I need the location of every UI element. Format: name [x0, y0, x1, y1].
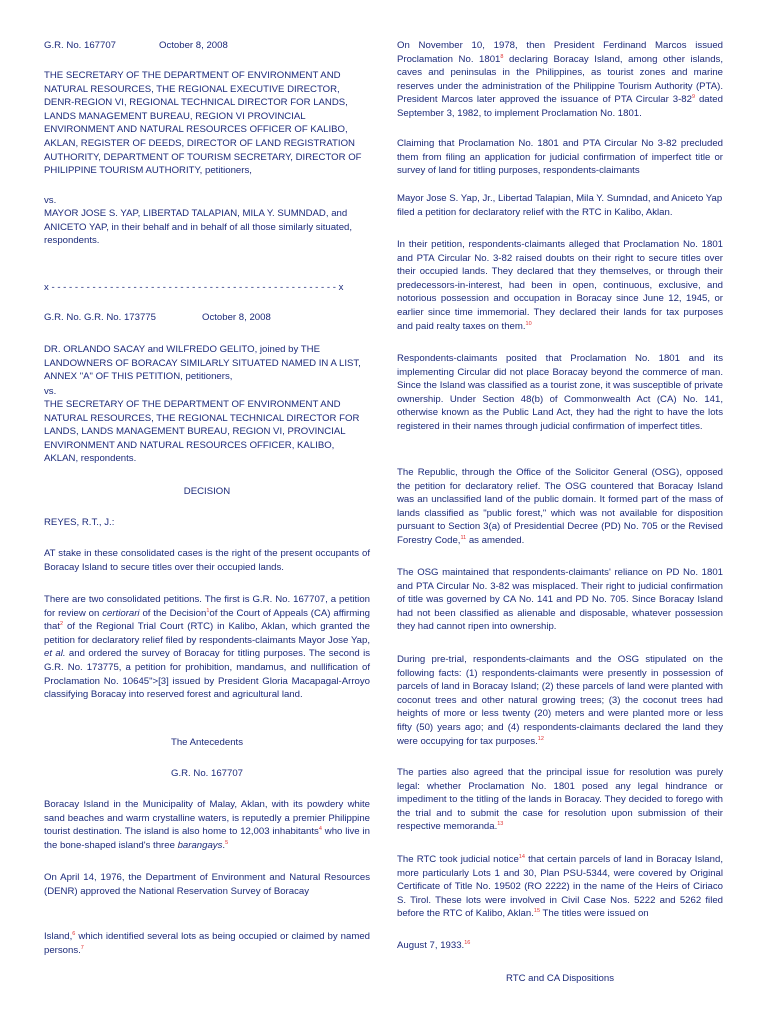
case2-date: October 8, 2008 — [202, 312, 271, 323]
footnote-ref[interactable]: 10 — [525, 320, 532, 327]
footnote-ref[interactable]: 5 — [225, 839, 229, 846]
paragraph-osg: The OSG maintained that respondents-claimants' reliance on PD No. 1801 and PTA Circular No. 3-82 was misplaced. Their right to judicial confirmation of title was governed by CA No. 141 and PD No. 705. Since Boracay Island had not been classified as alienable and disposable, whatever possession they had cannot ripen into ownership. — [397, 567, 723, 633]
paragraph-petition: In their petition, respondents-claimants alleged that Proclamation No. 1801 and PTA Circular No. 3-82 raised doubts on their right to secure titles over their occupied lands. They declared that they themselves, or through their predecessors-in-interest, had been in open, continuous, exclusive, and notorious possession and occupation in Boracay since June 12, 1945, or earlier since time immemorial. They declared their lands for tax purposes and paid realty taxes on them.$^{10}$ — [397, 239, 723, 332]
paragraph-boracay: Boracay Island in the Municipality of Malay, Aklan, with its powdery white sand beaches and warm crystalline waters, is reputedly a premier Philippine tourist destination. The island is also home to 12,003 inhabitants$^4$ who live in the bone-shaped island's three barangays.$^5$ — [44, 799, 370, 851]
case1-petitioners: THE SECRETARY OF THE DEPARTMENT OF ENVIRONMENT AND NATURAL RESOURCES, THE REGIONAL EXECUTIVE DIRECTOR, DENR-REGION VI, REGIONAL TECHNICAL DIRECTOR FOR LANDS, LANDS MANAGEMENT BUREAU, REGION VI PROVINCIAL ENVIRONMENT AND NATURAL RESOURCES OFFICER OF KALIBO, AKLAN, REGISTER OF DEEDS, DIRECTOR OF LAND REGISTRATION AUTHORITY, DEPARTMENT OF TOURISM SECRETARY, DIRECTOR OF PHILIPPINE TOURISM AUTHORITY, petitioners, — [44, 70, 362, 177]
footnote-ref[interactable]: 12 — [537, 735, 544, 742]
case2-petitioners: DR. ORLANDO SACAY and WILFREDO GELITO, joined by THE LANDOWNERS OF BORACAY SIMILARLY SITUATED NAMED IN A LIST, ANNEX "A" OF THIS PETITION, petitioners, — [44, 344, 361, 383]
footnote-ref[interactable]: 7 — [80, 944, 84, 951]
paragraph-mayor: Mayor Jose S. Yap, Jr., Libertad Talapian, Mila Y. Sumndad, and Aniceto Yap filed a petition for declaratory relief with the RTC in Kalibo, Aklan. — [397, 193, 723, 218]
paragraph-island: Island,$^6$ which identified several lots as being occupied or claimed by named persons.$^7$ — [44, 931, 370, 956]
paragraph-parties: The parties also agreed that the principal issue for resolution was purely legal: whether Proclamation No. 1801 posed any legal hindrance or impediment to the titling of the lands in Boracay. They decided to forego with the trial and to submit the case for resolution upon submission of their respective memoranda.$^{13}$ — [397, 767, 723, 833]
footnote-ref[interactable]: 8 — [500, 53, 504, 60]
paragraph-november: On November 10, 1978, then President Ferdinand Marcos issued Proclamation No. 1801$^8$ declaring Boracay Island, among other islands, caves and peninsulas in the Philippines, as tourist zones and marine reserves under the administration of the Philippine Tourism Authority (PTA). President Marcos later approved the issuance of PTA Circular $3-82^9$ dated September 3, 1982, to implement Proclamation No. 1801. — [397, 40, 723, 119]
dispositions-heading: RTC and CA Dispositions — [505, 973, 615, 984]
decision-heading: DECISION — [183, 486, 231, 497]
footnote-ref[interactable]: 13 — [497, 821, 504, 828]
ponente: REYES, R.T., J.: — [44, 517, 115, 528]
case-separator: x - - - - - - - - - - - - - - - - - - - - - - - - - - - - - - - - - - - - - - - - - - - - - - - - - x — [44, 282, 344, 293]
footnote-ref[interactable]: 14 — [518, 854, 525, 860]
case2-vs: vs. — [44, 386, 57, 397]
paragraph-claiming: Claiming that Proclamation No. 1801 and PTA Circular No 3-82 precluded them from filing an application for judicial confirmation of imperfect title or survey of land for titling purposes, respondents-claimants — [397, 138, 723, 177]
footnote-ref[interactable]: 6 — [72, 931, 76, 937]
footnote-ref[interactable]: 16 — [464, 940, 471, 946]
paragraph-rtc: The RTC took judicial notice$^{14}$ that certain parcels of land in Boracay Island, more particularly Lots 1 and 30, Plan PSU-5344, were covered by Original Certificate of Title No. 19502 (RO 2222) in the name of the Heirs of Ciriaco S. Tirol. These lots were involved in Civil Case Nos. 5222 and 5262 filed before the RTC of Kalibo, Aklan.$^{15}$ The titles were issued on — [397, 854, 723, 920]
case1-respondents: MAYOR JOSE S. YAP, LIBERTAD TALAPIAN, MILA Y. SUMNDAD, and ANICETO YAP, in their behalf and in behalf of all those similarly situated, respondents. — [44, 208, 353, 247]
footnote-ref[interactable]: 15 — [533, 908, 541, 915]
case1-vs: vs. — [44, 195, 57, 206]
footnote-ref[interactable]: 1 — [206, 607, 210, 614]
case1-gr-number: G.R. No. 167707 — [44, 40, 116, 51]
paragraph-republic: The Republic, through the Office of the Solicitor General (OSG), opposed the petition for declaratory relief. The OSG countered that Boracay Island was an unclassified land of the public domain. It formed part of the mass of lands classified as "public forest," which was not available for disposition pursuant to Section 3(a) of Presidential Decree (PD) No. 705 or the Revised Forestry Code,$^{11}$ as amended. — [397, 467, 723, 546]
footnote-ref[interactable]: 11 — [460, 534, 467, 541]
case1-header — [44, 39, 370, 53]
case1-date: October 8, 2008 — [159, 40, 228, 51]
paragraph-august: August 7, 1933.16 — [397, 940, 471, 951]
paragraph-pretrial: During pre-trial, respondents-claimants and the OSG stipulated on the following facts: (1) respondents-claimants were presently in possession of parcels of land in Boracay Island; (2) these parcels of land were planted with coconut trees and other natural growing trees; (3) the coconut trees had heights of more or less twenty (20) meters and were planted more or less fifty (50) years ago; and (4) respondents-claimants declared the land they were occupying for tax purposes.$^{12}$ — [397, 654, 723, 747]
footnote-ref[interactable]: 4 — [318, 826, 322, 833]
antecedents-heading: The Antecedents — [170, 737, 243, 748]
case2-gr-number: G.R. No. G.R. No. 173775 — [44, 312, 156, 323]
gr-subheading: G.R. No. 167707 — [171, 768, 243, 779]
case2-header — [44, 311, 370, 325]
paragraph-stake: AT stake in these consolidated cases is the right of the present occupants of Boracay Island to secure titles over their occupied lands. — [44, 548, 370, 573]
paragraph-two-petitions: There are two consolidated petitions. The first is G.R. No. 167707, a petition for review on certiorari of the Decision$^1$of the Court of Appeals (CA) affirming that$^2$ of the Regional Trial Court (RTC) in Kalibo, Aklan, which granted the petition for declaratory relief filed by respondents-claimants Mayor Jose Yap, et al. and ordered the survey of Boracay for titling purposes. The second is G.R. No. 173775, a petition for prohibition, mandamus, and nullification of Proclamation No. 10645">[3] issued by President Gloria Macapagal-Arroyo classifying Boracay into reserved forest and agricultural land. — [44, 594, 370, 701]
footnote-ref[interactable]: 9 — [691, 94, 696, 101]
case2-respondents: THE SECRETARY OF THE DEPARTMENT OF ENVIRONMENT AND NATURAL RESOURCES, THE REGIONAL TECHNICAL DIRECTOR FOR LANDS, LANDS MANAGEMENT BUREAU, REGION VI, PROVINCIAL ENVIRONMENT AND NATURAL RESOURCES OFFICER, KALIBO, AKLAN, respondents. — [44, 399, 360, 465]
footnote-ref[interactable]: 2 — [60, 621, 64, 628]
paragraph-april: On April 14, 1976, the Department of Environment and Natural Resources (DENR) approved the National Reservation Survey of Boracay — [44, 872, 370, 897]
paragraph-posited: Respondents-claimants posited that Proclamation No. 1801 and its implementing Circular did not place Boracay beyond the commerce of man. Since the Island was classified as a tourist zone, it was susceptible of private ownership. Under Section 48(b) of Commonwealth Act (CA) No. 141, otherwise known as the Public Land Act, they had the right to have the lots registered in their names through judicial confirmation of imperfect titles. — [397, 353, 723, 432]
